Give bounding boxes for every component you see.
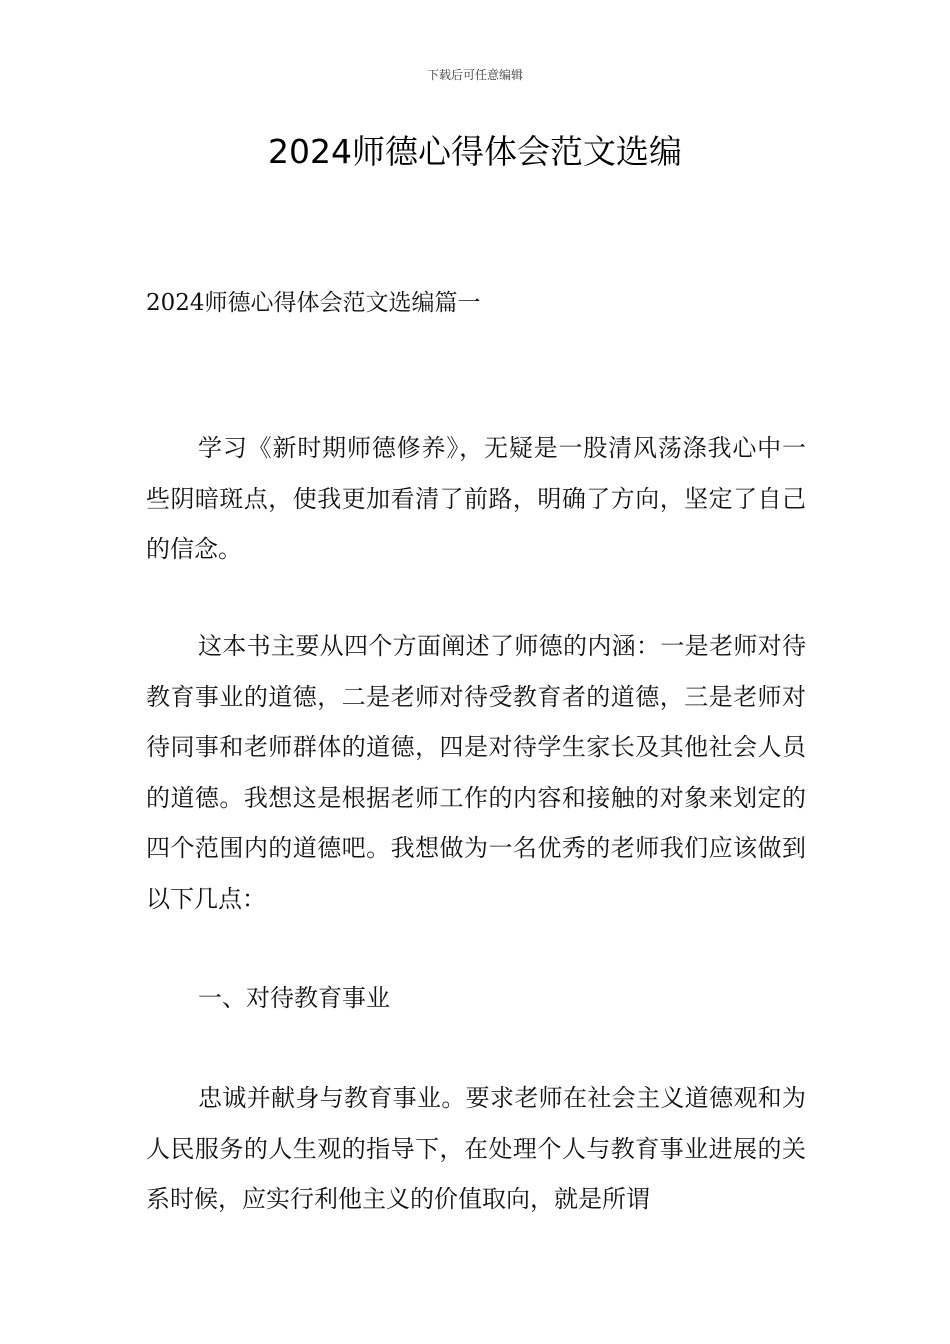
paragraph-2: 这本书主要从四个方面阐述了师德的内涵：一是老师对待教育事业的道德，二是老师对待受教育者的道德，三是老师对待同事和老师群体的道德，四是对待学生家长及其他社会人员的道德。我想这是根据老师工作的内容和接触的对象来划定的四个范围内的道德吧。我想做为一名优秀的老师我们应该做到以下几点：	[146, 632, 806, 913]
document-subtitle: 2024师德心得体会范文选编篇一	[146, 290, 481, 316]
section-heading: 一、对待教育事业	[198, 984, 390, 1012]
paragraph-3: 忠诚并献身与教育事业。要求老师在社会主义道德观和为人民服务的人生观的指导下，在处理个人与教育事业进展的关系时候，应实行利他主义的价值取向，就是所谓	[146, 1084, 806, 1213]
paragraph-1: 学习《新时期师德修养》，无疑是一股清风荡涤我心中一些阴暗斑点，使我更加看清了前路，明确了方向，坚定了自己的信念。	[146, 434, 806, 563]
document-title: 2024师德心得体会范文选编	[268, 132, 682, 171]
header-note: 下载后可任意编辑	[426, 68, 523, 82]
